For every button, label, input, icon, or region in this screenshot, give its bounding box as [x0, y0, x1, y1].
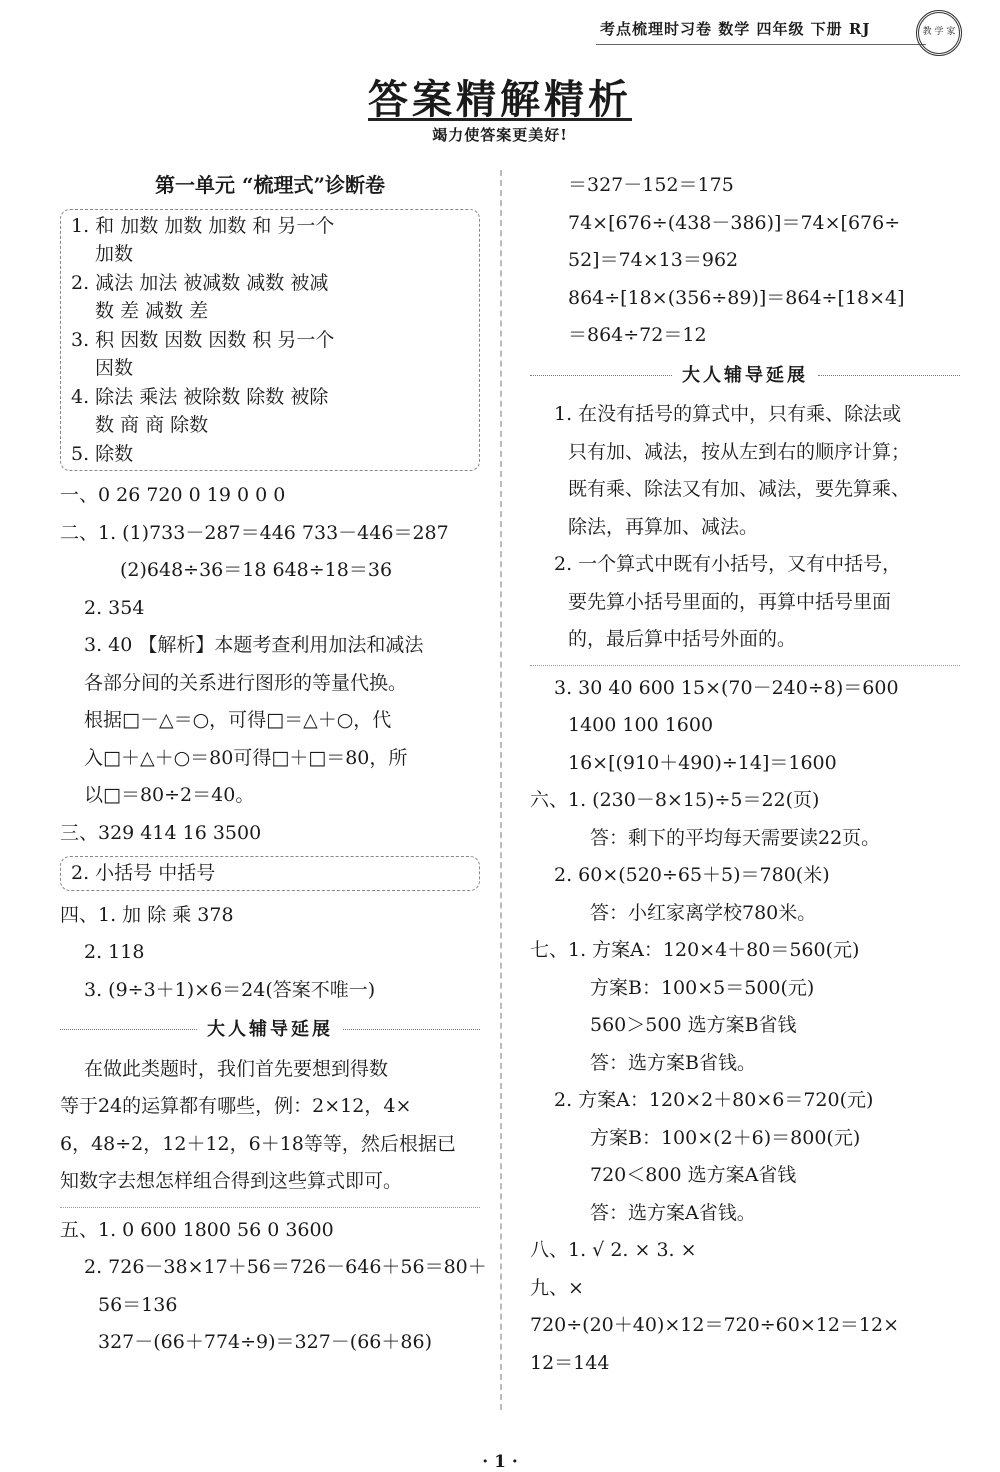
box-line: 5. 除数: [71, 442, 134, 465]
header-series: 考点梳理时习卷 数学 四年级 下册 RJ: [600, 20, 871, 38]
box-line: 加数: [95, 243, 134, 265]
page-title: 答案精解精析: [368, 76, 632, 123]
box-line: 2. 减法 加法 被减数 减数 被减: [71, 271, 329, 294]
dotted-rule: [530, 665, 960, 666]
answer-q5-2-cont: 327－(66＋774÷9)＝327－(66＋86): [98, 1331, 432, 1353]
answer-q9-cont: 720÷(20＋40)×12＝720÷60×12＝12×: [530, 1314, 900, 1336]
section-title: 第一单元 “梳理式”诊断卷: [155, 173, 385, 197]
header-rule: [596, 44, 926, 45]
tip-body: [530, 396, 960, 659]
concept-box-1: [60, 209, 480, 472]
concept-box-2: [60, 856, 480, 891]
answer-r-q3: 3. 30 40 600 15×(70－240÷8)＝600: [554, 676, 899, 699]
answer-q2-3-cont: 以□＝80÷2＝40。: [84, 784, 255, 806]
answer-q2-1b: (2)648÷36＝18 648÷18＝36: [120, 559, 393, 581]
tip-line: 的，最后算中括号外面的。: [568, 628, 797, 650]
box-line: 2. 小括号 中括号: [71, 862, 216, 884]
tip-line: 在做此类题时，我们首先要想到得数: [84, 1057, 389, 1080]
tip-line: 2. 一个算式中既有小括号，又有中括号，: [554, 553, 902, 575]
tip-header: [60, 1011, 480, 1049]
page-subtitle: 竭力使答案更美好!: [432, 126, 568, 144]
dotted-rule: [60, 1207, 480, 1208]
tip-line: 等于24的运算都有哪些，例：2×12，4×: [60, 1095, 412, 1117]
page-number: · 1 ·: [482, 1452, 518, 1472]
answer-q6-2: 2. 60×(520÷65＋5)＝780(米): [554, 864, 830, 886]
answer-q5-2-cont: 56＝136: [98, 1293, 178, 1316]
answer-q7-2: 2. 方案A：120×2＋80×6＝720(元): [554, 1089, 874, 1111]
answer-q2-3-cont: 根据□－△＝○，可得□＝△＋○，代: [84, 709, 392, 731]
answer-q7-line: 方案B：100×5＝500(元): [590, 976, 815, 999]
calc-line: ＝864÷72＝12: [568, 324, 707, 346]
answer-q7-line: 方案B：100×(2＋6)＝800(元): [590, 1126, 861, 1149]
answer-q4-3: 3. (9÷3＋1)×6＝24(答案不唯一): [84, 978, 376, 1001]
answer-q2-1: 二、1. (1)733－287＝446 733－446＝287: [60, 521, 449, 544]
answer-r-q3-cont: 16×[(910＋490)÷14]＝1600: [568, 751, 837, 774]
dotted-rule: [818, 375, 960, 376]
answer-q6-1: 六、1. (230－8×15)÷5＝22(页): [530, 789, 820, 811]
tip-title: 大人辅导延展: [207, 1019, 333, 1040]
title-underline: [368, 118, 632, 121]
answer-q2-3-cont: 入□＋△＋○＝80可得□＋□＝80，所: [84, 746, 408, 769]
box-line: 因数: [95, 357, 134, 379]
tip-line: 除法，再算加、减法。: [568, 515, 759, 538]
answer-q7-line: 560＞500 选方案B省钱: [590, 1014, 797, 1036]
answer-q7-1: 七、1. 方案A：120×4＋80＝560(元): [530, 939, 860, 961]
dotted-rule: [530, 375, 672, 376]
box-line: 4. 除法 乘法 被除数 除数 被除: [71, 385, 329, 408]
answer-q8: 八、1. √ 2. × 3. ×: [530, 1239, 697, 1261]
answer-q2-3-cont: 各部分间的关系进行图形的等量代换。: [84, 671, 408, 694]
box-line: 数 商 商 除数: [95, 414, 209, 436]
calc-line: ＝327－152＝175: [568, 174, 734, 196]
tip-line: 6，48÷2，12＋12，6＋18等等，然后根据已: [60, 1132, 456, 1155]
answer-q2-3: 3. 40 【解析】本题考查利用加法和减法: [84, 634, 424, 656]
box-line: 数 差 减数 差: [95, 300, 209, 322]
dotted-rule: [60, 1029, 197, 1030]
dotted-rule: [343, 1029, 480, 1030]
answer-q2-2: 2. 354: [84, 596, 145, 619]
answer-q9: 九、×: [530, 1276, 584, 1299]
tip-header: [530, 357, 960, 395]
tip-line: 既有乘、除法又有加、减法，要先算乘、: [568, 478, 911, 500]
calc-line: 74×[676÷(438－386)]＝74×[676÷: [568, 211, 901, 234]
calc-line: 864÷[18×(356÷89)]＝864÷[18×4]: [568, 286, 905, 309]
column-divider: [500, 170, 502, 1410]
answer-q7-line: 答：选方案A省钱。: [590, 1201, 756, 1224]
answer-q4-1: 四、1. 加 除 乘 378: [60, 903, 234, 926]
left-column: [60, 167, 487, 1362]
tip-title: 大人辅导延展: [682, 364, 808, 386]
tip-line: 1. 在没有括号的算式中，只有乘、除法或: [554, 403, 902, 425]
publisher-seal-icon: 教 学 家: [916, 10, 962, 56]
tip-line: 要先算小括号里面的，再算中括号里面: [568, 590, 892, 613]
answer-q5-2: 2. 726－38×17＋56＝726－646＋56＝80＋: [84, 1256, 487, 1278]
answer-q1: 一、0 26 720 0 19 0 0 0: [60, 484, 286, 506]
answer-q5-1: 五、1. 0 600 1800 56 0 3600: [60, 1218, 334, 1241]
right-column: [530, 167, 960, 1382]
calc-line: 52]＝74×13＝962: [568, 249, 739, 271]
box-line: 3. 积 因数 因数 因数 积 另一个: [71, 328, 335, 351]
answer-q4-2: 2. 118: [84, 941, 145, 963]
answer-q7-line: 答：选方案B省钱。: [590, 1051, 756, 1074]
answer-q7-line: 720＜800 选方案A省钱: [590, 1164, 797, 1186]
box-line: 1. 和 加数 加数 加数 和 另一个: [71, 214, 335, 237]
answer-q6-2-reply: 答：小红家离学校780米。: [590, 901, 817, 924]
answer-q6-1-reply: 答：剩下的平均每天需要读22页。: [590, 826, 881, 849]
answer-q9-cont: 12＝144: [530, 1351, 610, 1374]
tip-line: 知数字去想怎样组合得到这些算式即可。: [60, 1170, 403, 1192]
answer-q3: 三、329 414 16 3500: [60, 821, 262, 844]
tip-line: 只有加、减法，按从左到右的顺序计算；: [568, 440, 911, 463]
tip-body: [60, 1051, 480, 1201]
answer-r-q3-cont: 1400 100 1600: [568, 714, 714, 736]
